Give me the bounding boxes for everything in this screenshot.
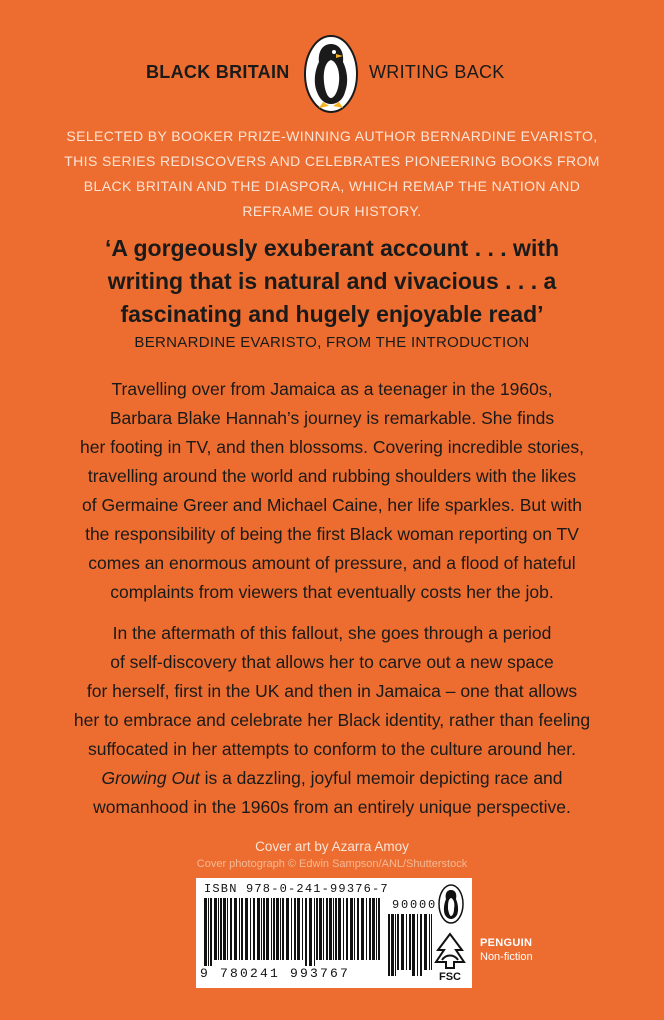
barcode-bar (204, 898, 207, 966)
barcode-bar (239, 898, 240, 960)
barcode-bar (343, 898, 344, 960)
barcode-bar (366, 898, 367, 960)
barcode-bar (323, 898, 324, 960)
publisher-imprint (480, 936, 533, 964)
series-name-left: BLACK BRITAIN (146, 62, 290, 82)
barcode-bar (263, 898, 265, 960)
barcode-bar (273, 898, 275, 960)
series-header (0, 34, 664, 114)
quote-attribution: BERNARDINE EVARISTO, FROM THE INTRODUCTION (134, 334, 530, 351)
description-line: for herself, first in the UK and then in Jamaica – one that allows (86, 681, 578, 701)
barcode-bar (361, 898, 364, 960)
barcode-bar (369, 898, 371, 960)
barcode-bar (388, 914, 390, 976)
publisher-category: Non-fiction (480, 951, 533, 963)
blurb-line: REFRAME OUR HISTORY. (242, 203, 422, 219)
barcode-bar (241, 898, 243, 960)
quote-line: fascinating and hugely enjoyable read’ (120, 301, 544, 327)
barcode-bar (326, 898, 328, 960)
barcode-bar (376, 898, 377, 960)
description-line: of self-discovery that allows her to carve out a new space (110, 652, 554, 672)
description-paragraph-1 (20, 375, 644, 607)
barcode-bar (286, 898, 289, 960)
barcode-bar (372, 898, 375, 960)
barcode-bar (429, 914, 430, 970)
barcode-icon (204, 898, 382, 966)
barcode-bar (261, 898, 262, 960)
blurb-line: BLACK BRITAIN AND THE DIASPORA, WHICH REMAP THE NATION AND (83, 178, 581, 194)
barcode-bar (282, 898, 284, 960)
quote-line: ‘A gorgeously exuberant account . . . with (104, 235, 560, 261)
barcode-bar (227, 898, 228, 960)
barcode-bar (297, 898, 300, 960)
barcode-bar (208, 898, 209, 966)
isbn-label: ISBN 978-0-241-99376-7 (204, 882, 389, 896)
barcode-bar (294, 898, 296, 960)
barcode-panel (196, 878, 472, 988)
barcode-bar (420, 914, 422, 976)
barcode-bar (333, 898, 334, 960)
description-line-rest: is a dazzling, joyful memoir depicting race and (199, 768, 563, 788)
penguin-logo-icon (303, 34, 359, 114)
barcode-bar (257, 898, 260, 960)
barcode-bar (354, 898, 355, 960)
description-line: her footing in TV, and then blossoms. Covering incredible stories, (80, 437, 584, 457)
description-line: suffocated in her attempts to conform to the culture around her. (87, 739, 577, 759)
description-line: travelling around the world and rubbing shoulders with the likes (87, 466, 577, 486)
barcode-bar (412, 914, 415, 976)
barcode-bar (234, 898, 237, 960)
series-name-right: WRITING BACK (369, 62, 505, 82)
barcode-bar (223, 898, 226, 960)
blurb-line: SELECTED BY BOOKER PRIZE-WINNING AUTHOR BERNARDINE EVARISTO, (66, 128, 598, 144)
penguin-small-icon (438, 884, 464, 924)
barcode-bar (218, 898, 219, 960)
barcode-bar (253, 898, 255, 960)
barcode-bar (409, 914, 411, 970)
svg-text:FSC: FSC (439, 971, 461, 982)
barcode-bar (302, 898, 303, 960)
barcode-bar (338, 898, 341, 960)
barcode-bar (391, 914, 394, 976)
blurb-line: THIS SERIES REDISCOVERS AND CELEBRATES PIONEERING BOOKS FROM (64, 153, 600, 169)
isbn-digits: 9 780241 993767 (200, 966, 351, 981)
description-line: complaints from viewers that eventually costs her the job. (110, 582, 554, 602)
barcode-bar (280, 898, 281, 960)
barcode-bar (266, 898, 269, 960)
review-quote (30, 232, 634, 331)
barcode-bar (346, 898, 348, 960)
description-line: her to embrace and celebrate her Black identity, rather than feeling (73, 710, 591, 730)
barcode-bar (250, 898, 251, 960)
cover-photo-credit: Cover photograph © Edwin Sampson/ANL/Shutterstock (196, 858, 468, 870)
description-line: womanhood in the 1960s from an entirely unique perspective. (93, 797, 571, 817)
barcode-bar (406, 914, 407, 970)
barcode-bar (230, 898, 232, 960)
barcode-bar (401, 914, 404, 970)
barcode-bar (316, 898, 318, 960)
barcode-bar (305, 898, 307, 966)
description-line: of Germaine Greer and Michael Caine, her life sparkles. But with (82, 495, 582, 515)
price-addon-digits: 90000 (392, 898, 438, 912)
barcode-bar (335, 898, 337, 960)
description-line: Barbara Blake Hannah’s journey is remarkable. She finds (109, 408, 555, 428)
barcode-bar (357, 898, 359, 960)
barcode-bar (276, 898, 279, 960)
barcode-bar (309, 898, 312, 966)
description-line: In the aftermath of this fallout, she goes through a period (112, 623, 552, 643)
barcode-bar (329, 898, 332, 960)
description-line: the responsibility of being the first Black woman reporting on TV (85, 524, 579, 544)
description-line: comes an enormous amount of pressure, and a flood of hateful (88, 553, 576, 573)
cover-art-credit: Cover art by Azarra Amoy (255, 839, 409, 854)
barcode-bar (424, 914, 427, 970)
barcode-bar (220, 898, 222, 960)
series-blurb (40, 124, 624, 224)
quote-line: writing that is natural and vivacious . . . a (107, 268, 557, 294)
publisher-name: PENGUIN (480, 937, 533, 949)
description-paragraph-2 (20, 619, 644, 822)
barcode-bar (210, 898, 212, 966)
barcode-bar (417, 914, 418, 976)
barcode-bar (395, 914, 396, 976)
barcode-bar (314, 898, 315, 966)
fsc-logo-icon (432, 930, 468, 982)
barcode-bar (214, 898, 217, 960)
description-line: Travelling over from Jamaica as a teenager in the 1960s, (111, 379, 553, 399)
description-line (20, 764, 644, 793)
barcode-bar (350, 898, 353, 960)
barcode-bar (378, 898, 380, 960)
barcode-bar (319, 898, 322, 960)
barcode-bar (397, 914, 399, 970)
barcode-bar (245, 898, 248, 960)
credits (0, 838, 664, 872)
book-title: Growing Out (101, 768, 200, 788)
addon-barcode-icon (388, 914, 432, 976)
barcode-bar (271, 898, 272, 960)
barcode-bar (291, 898, 292, 960)
